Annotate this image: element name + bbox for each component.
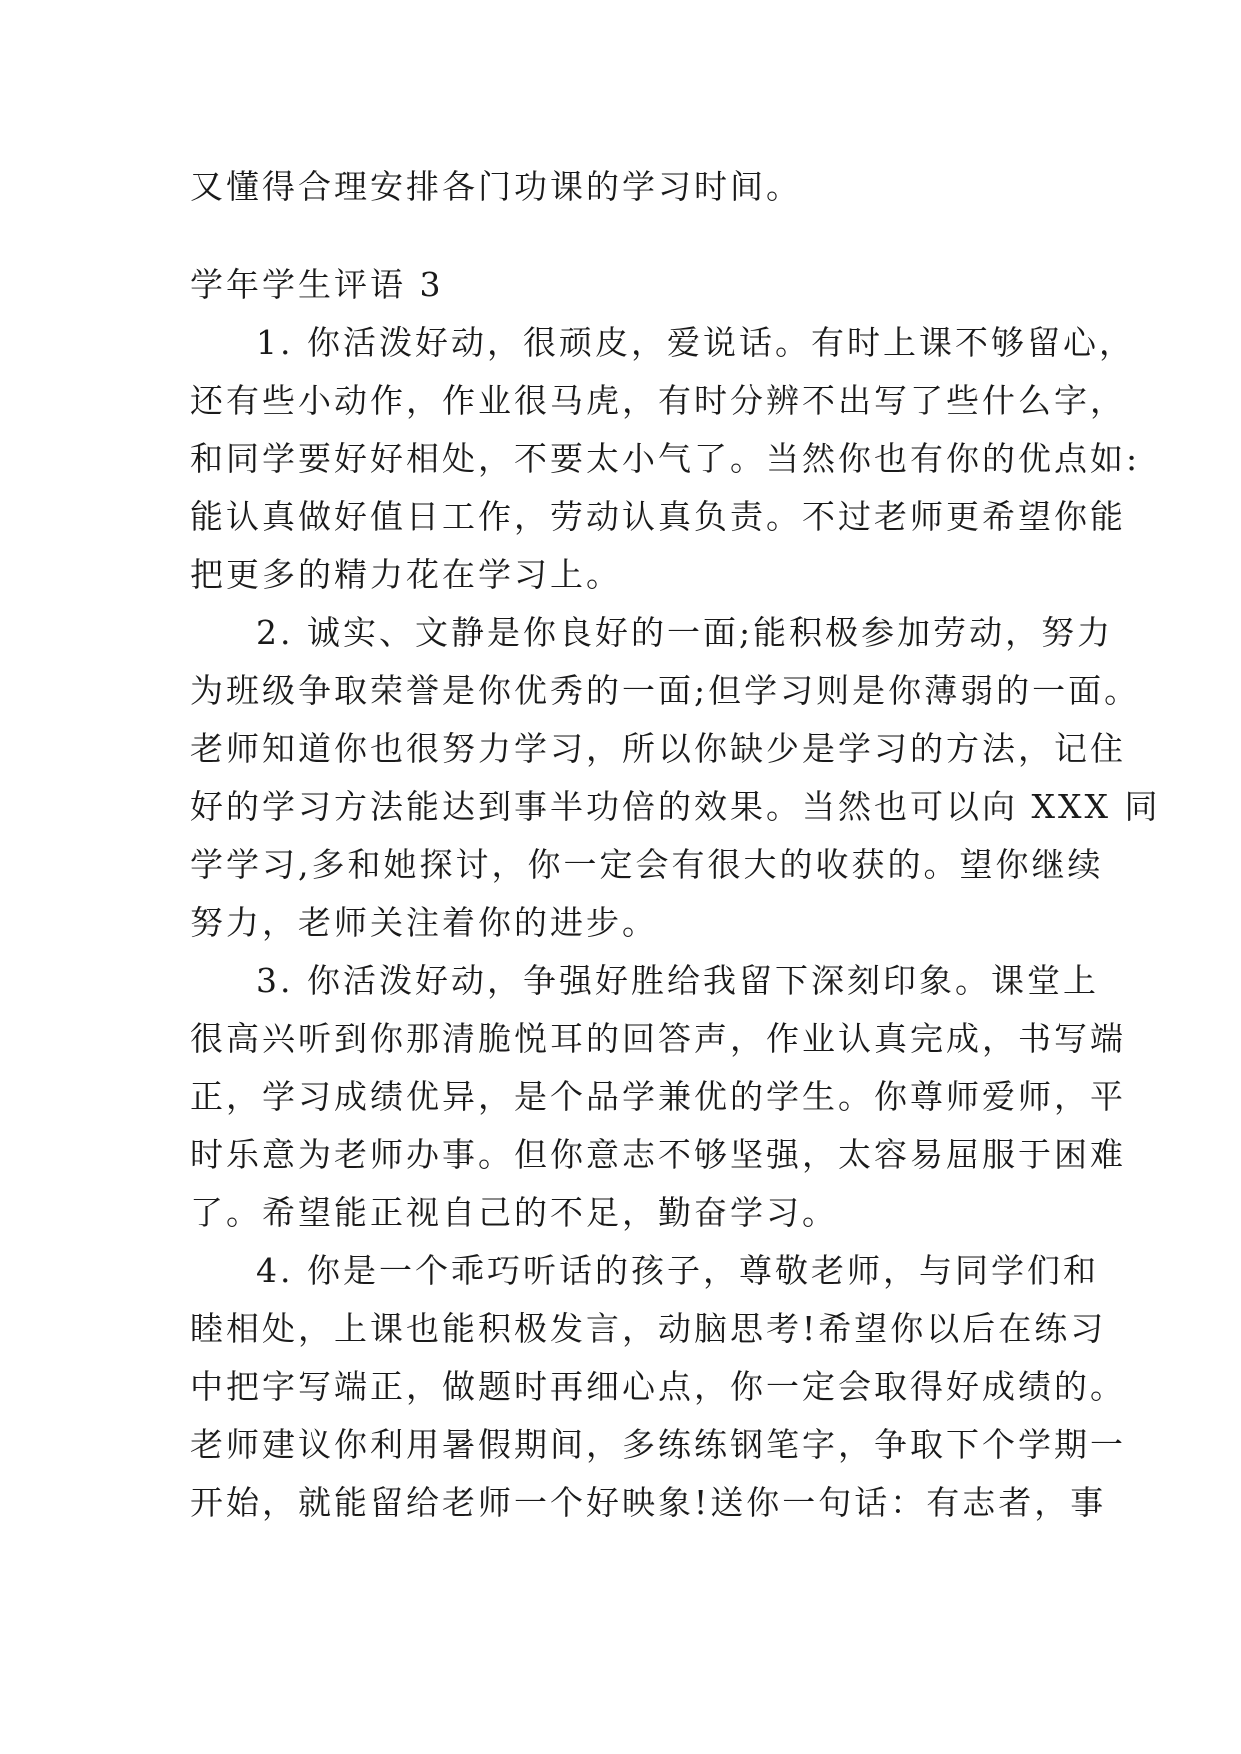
- paragraph-line: 中把字写端正，做题时再细心点，你一定会取得好成绩的。: [190, 1367, 1126, 1406]
- paragraph-line: 2. 诚实、文静是你良好的一面;能积极参加劳动，努力: [256, 613, 1114, 652]
- paragraph-line: 还有些小动作，作业很马虎，有时分辨不出写了些什么字，: [190, 381, 1126, 420]
- comment-paragraph-3: [190, 952, 1126, 1242]
- paragraph-line: 为班级争取荣誉是你优秀的一面;但学习则是你薄弱的一面。: [190, 671, 1141, 710]
- section-title: 学年学生评语 3: [190, 265, 444, 304]
- comment-paragraph-1: [190, 314, 1141, 604]
- paragraph-line: 老师知道你也很努力学习，所以你缺少是学习的方法，记住: [190, 729, 1126, 768]
- comment-paragraph-4: [190, 1242, 1126, 1532]
- paragraph-line: 开始，就能留给老师一个好映象!送你一句话：有志者，事: [190, 1483, 1107, 1522]
- paragraph-line: 时乐意为老师办事。但你意志不够坚强，太容易屈服于困难: [190, 1135, 1126, 1174]
- paragraph-line: 正，学习成绩优异，是个品学兼优的学生。你尊师爱师，平: [190, 1077, 1126, 1116]
- paragraph-line: 努力，老师关注着你的进步。: [190, 903, 658, 942]
- document-body: [190, 158, 1161, 1532]
- paragraph-line: 1. 你活泼好动，很顽皮，爱说话。有时上课不够留心，: [256, 323, 1135, 362]
- paragraph-line: 和同学要好好相处，不要太小气了。当然你也有你的优点如:: [190, 439, 1141, 478]
- paragraph-line: 3. 你活泼好动，争强好胜给我留下深刻印象。课堂上: [256, 961, 1099, 1000]
- lead-line: 又懂得合理安排各门功课的学习时间。: [190, 167, 802, 206]
- paragraph-line: 好的学习方法能达到事半功倍的效果。当然也可以向 XXX 同: [190, 787, 1161, 826]
- paragraph-line: 睦相处，上课也能积极发言，动脑思考!希望你以后在练习: [190, 1309, 1107, 1348]
- paragraph-line: 把更多的精力花在学习上。: [190, 555, 622, 594]
- paragraph-line: 学学习,多和她探讨，你一定会有很大的收获的。望你继续: [190, 845, 1104, 884]
- comment-paragraph-2: [190, 604, 1161, 952]
- paragraph-line: 老师建议你利用暑假期间，多练练钢笔字，争取下个学期一: [190, 1425, 1126, 1464]
- paragraph-gap: [190, 216, 1070, 256]
- paragraph-line: 了。希望能正视自己的不足，勤奋学习。: [190, 1193, 838, 1232]
- paragraph-line: 4. 你是一个乖巧听话的孩子，尊敬老师，与同学们和: [256, 1251, 1099, 1290]
- paragraph-line: 能认真做好值日工作，劳动认真负责。不过老师更希望你能: [190, 497, 1126, 536]
- paragraph-line: 很高兴听到你那清脆悦耳的回答声，作业认真完成，书写端: [190, 1019, 1126, 1058]
